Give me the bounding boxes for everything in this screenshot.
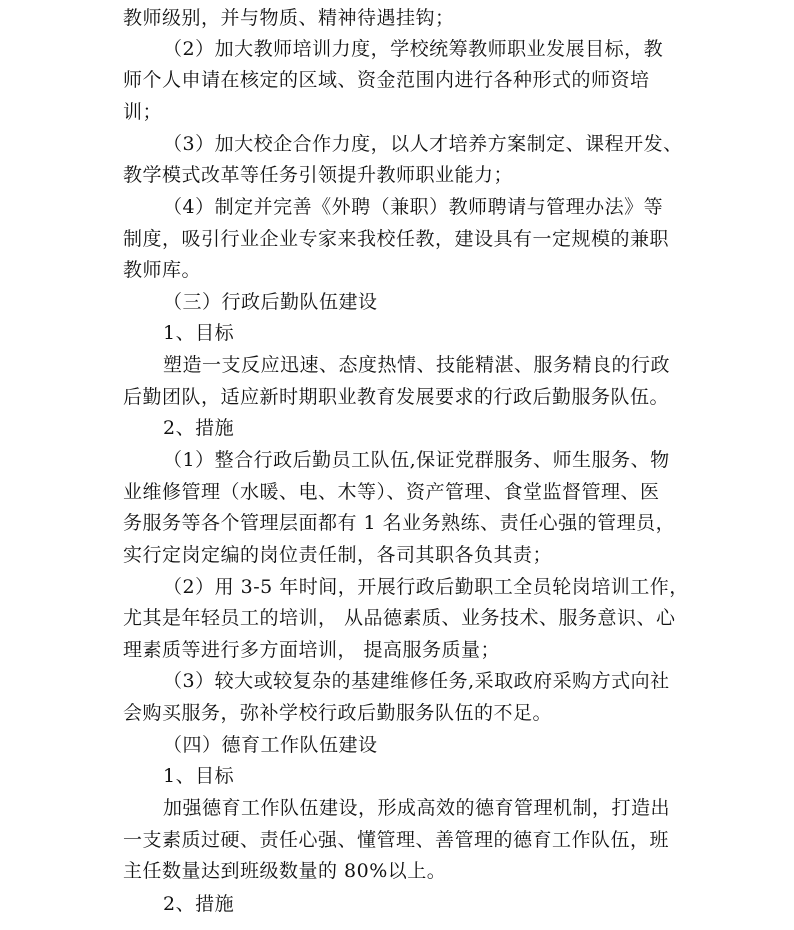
text-line: 教师级别，并与物质、精神待遇挂钩；: [123, 7, 455, 29]
subsection-heading: 2、措施: [163, 417, 235, 439]
text-line: （4）制定并完善《外聘（兼职）教师聘请与管理办法》等: [163, 196, 664, 218]
text-line: （2）加大教师培训力度，学校统筹教师职业发展目标，教: [163, 38, 664, 60]
text-line: 师个人申请在核定的区域、资金范围内进行各种形式的师资培: [123, 69, 650, 91]
text-line: 尤其是年轻员工的培训， 从品德素质、业务技术、服务意识、心: [123, 607, 676, 629]
text-line: 务服务等各个管理层面都有 1 名业务熟练、责任心强的管理员，: [123, 512, 676, 534]
text-line: （2）用 3-5 年时间，开展行政后勤职工全员轮岗培训工作，: [163, 576, 689, 598]
section-heading: （四）德育工作队伍建设: [163, 734, 378, 756]
subsection-heading: 1、目标: [163, 322, 235, 344]
text-line: 教学模式改革等任务引领提升教师职业能力；: [123, 164, 514, 186]
text-line: （3）较大或较复杂的基建维修任务,采取政府采购方式向社: [163, 670, 670, 692]
text-line: 加强德育工作队伍建设，形成高效的德育管理机制，打造出: [163, 797, 671, 819]
text-line: 制度，吸引行业企业专家来我校任教，建设具有一定规模的兼职: [123, 228, 670, 250]
text-line: 会购买服务，弥补学校行政后勤服务队伍的不足。: [123, 702, 553, 724]
subsection-heading: 2、措施: [163, 893, 235, 915]
text-line: 后勤团队，适应新时期职业教育发展要求的行政后勤服务队伍。: [123, 386, 670, 408]
subsection-heading: 1、目标: [163, 765, 235, 787]
section-heading: （三）行政后勤队伍建设: [163, 291, 378, 313]
text-line: 一支素质过硬、责任心强、懂管理、善管理的德育工作队伍，班: [123, 829, 670, 851]
text-line: （3）加大校企合作力度，以人才培养方案制定、课程开发、: [163, 133, 683, 155]
text-line: 业维修管理（水暖、电、木等）、资产管理、食堂监督管理、医: [123, 481, 660, 503]
text-line: 教师库。: [123, 259, 202, 281]
text-line: 主任数量达到班级数量的 80%以上。: [123, 860, 447, 882]
text-line: 塑造一支反应迅速、态度热情、技能精湛、服务精良的行政: [163, 354, 671, 376]
text-line: （1）整合行政后勤员工队伍,保证党群服务、师生服务、物: [163, 449, 670, 471]
text-line: 实行定岗定编的岗位责任制，各司其职各负其责；: [123, 544, 553, 566]
text-line: 理素质等进行多方面培训， 提高服务质量；: [123, 639, 501, 661]
text-line: 训；: [123, 101, 163, 123]
